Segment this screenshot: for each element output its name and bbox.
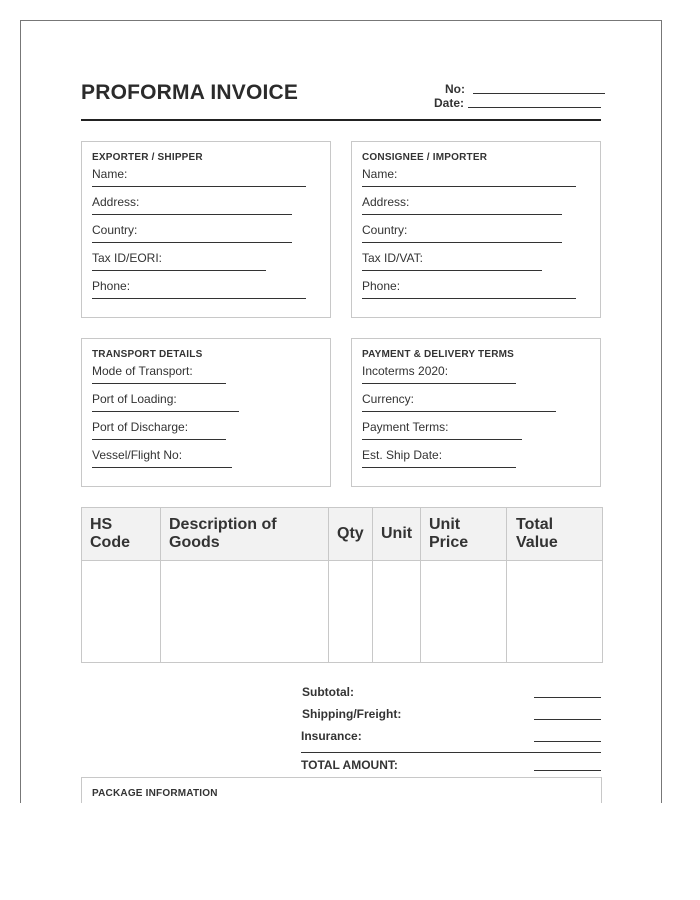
consignee-phone-field[interactable]	[362, 279, 400, 293]
field-label: Port of Discharge:	[92, 420, 189, 434]
transport-section	[81, 338, 331, 487]
payment-terms-field[interactable]	[362, 420, 448, 434]
header-total-value: Total Value	[516, 516, 558, 551]
exporter-address-field[interactable]	[92, 195, 139, 209]
header-qty: Qty	[337, 525, 364, 542]
goods-table	[81, 507, 603, 663]
page-title: PROFORMA INVOICE	[81, 81, 299, 104]
subtotal-line[interactable]	[534, 697, 601, 698]
shipping-label: Shipping/Freight:	[302, 707, 402, 721]
totals-divider	[301, 752, 601, 753]
header-description: Description of Goods	[169, 516, 277, 551]
total-amount-label: TOTAL AMOUNT:	[301, 758, 398, 772]
field-label: Vessel/Flight No:	[92, 448, 183, 462]
package-section	[81, 777, 602, 803]
consignee-address-field[interactable]	[362, 195, 409, 209]
field-line[interactable]	[362, 298, 576, 299]
consignee-section	[351, 141, 601, 318]
field-line[interactable]	[92, 467, 232, 468]
field-line[interactable]	[362, 439, 522, 440]
total-amount-line[interactable]	[534, 770, 601, 771]
consignee-taxid-field[interactable]	[362, 251, 423, 265]
field-label: Mode of Transport:	[92, 364, 193, 378]
field-label: Country:	[362, 223, 408, 237]
payment-heading: PAYMENT & DELIVERY TERMS	[362, 349, 515, 360]
field-line[interactable]	[92, 383, 226, 384]
field-line[interactable]	[92, 411, 239, 412]
field-line[interactable]	[362, 383, 516, 384]
subtotal-label: Subtotal:	[302, 685, 354, 699]
header-unit: Unit	[381, 525, 413, 542]
field-line[interactable]	[92, 214, 292, 215]
package-heading: PACKAGE INFORMATION	[92, 788, 218, 799]
transport-heading: TRANSPORT DETAILS	[92, 349, 203, 360]
exporter-section	[81, 141, 331, 318]
field-label: Currency:	[362, 392, 415, 406]
port-of-discharge-field[interactable]	[92, 420, 188, 434]
invoice-page	[20, 20, 662, 803]
column-divider	[160, 508, 161, 662]
field-line[interactable]	[92, 298, 306, 299]
field-label: Phone:	[362, 279, 401, 293]
exporter-heading: EXPORTER / SHIPPER	[92, 152, 203, 163]
column-divider	[420, 508, 421, 662]
field-line[interactable]	[362, 242, 562, 243]
column-divider	[328, 508, 329, 662]
port-of-loading-field[interactable]	[92, 392, 177, 406]
exporter-country-field[interactable]	[92, 223, 137, 237]
field-line[interactable]	[362, 214, 562, 215]
field-line[interactable]	[362, 467, 516, 468]
field-line[interactable]	[92, 242, 292, 243]
vessel-flight-field[interactable]	[92, 448, 182, 462]
payment-section	[351, 338, 601, 487]
header-unit-price: Unit Price	[429, 516, 469, 551]
field-label: Payment Terms:	[362, 420, 449, 434]
field-line[interactable]	[362, 270, 542, 271]
column-divider	[372, 508, 373, 662]
invoice-date-line[interactable]	[468, 107, 601, 108]
field-label: Name:	[92, 167, 128, 181]
consignee-name-field[interactable]	[362, 167, 397, 181]
field-label: Phone:	[92, 279, 131, 293]
field-label: Country:	[92, 223, 138, 237]
field-label: Tax ID/EORI:	[92, 251, 163, 265]
invoice-number-line[interactable]	[473, 93, 605, 94]
field-label: Port of Loading:	[92, 392, 177, 406]
currency-field[interactable]	[362, 392, 414, 406]
est-ship-date-field[interactable]	[362, 448, 442, 462]
field-label: Address:	[362, 195, 410, 209]
field-label: Tax ID/VAT:	[362, 251, 423, 265]
incoterms-field[interactable]	[362, 364, 448, 378]
header-hs-code: HS Code	[90, 516, 130, 551]
mode-of-transport-field[interactable]	[92, 364, 193, 378]
field-label: Address:	[92, 195, 140, 209]
header-divider	[81, 119, 601, 121]
field-label: Incoterms 2020:	[362, 364, 449, 378]
field-line[interactable]	[92, 439, 226, 440]
field-line[interactable]	[92, 270, 266, 271]
insurance-label: Insurance:	[301, 729, 362, 743]
exporter-name-field[interactable]	[92, 167, 127, 181]
exporter-taxid-field[interactable]	[92, 251, 162, 265]
field-label: Name:	[362, 167, 398, 181]
invoice-number-label: No:	[445, 82, 465, 96]
column-divider	[506, 508, 507, 662]
insurance-line[interactable]	[534, 741, 601, 742]
exporter-phone-field[interactable]	[92, 279, 130, 293]
shipping-line[interactable]	[534, 719, 601, 720]
field-line[interactable]	[362, 411, 556, 412]
invoice-date-label: Date:	[434, 96, 465, 110]
consignee-heading: CONSIGNEE / IMPORTER	[362, 152, 488, 163]
field-line[interactable]	[92, 186, 306, 187]
field-label: Est. Ship Date:	[362, 448, 443, 462]
consignee-country-field[interactable]	[362, 223, 407, 237]
field-line[interactable]	[362, 186, 576, 187]
